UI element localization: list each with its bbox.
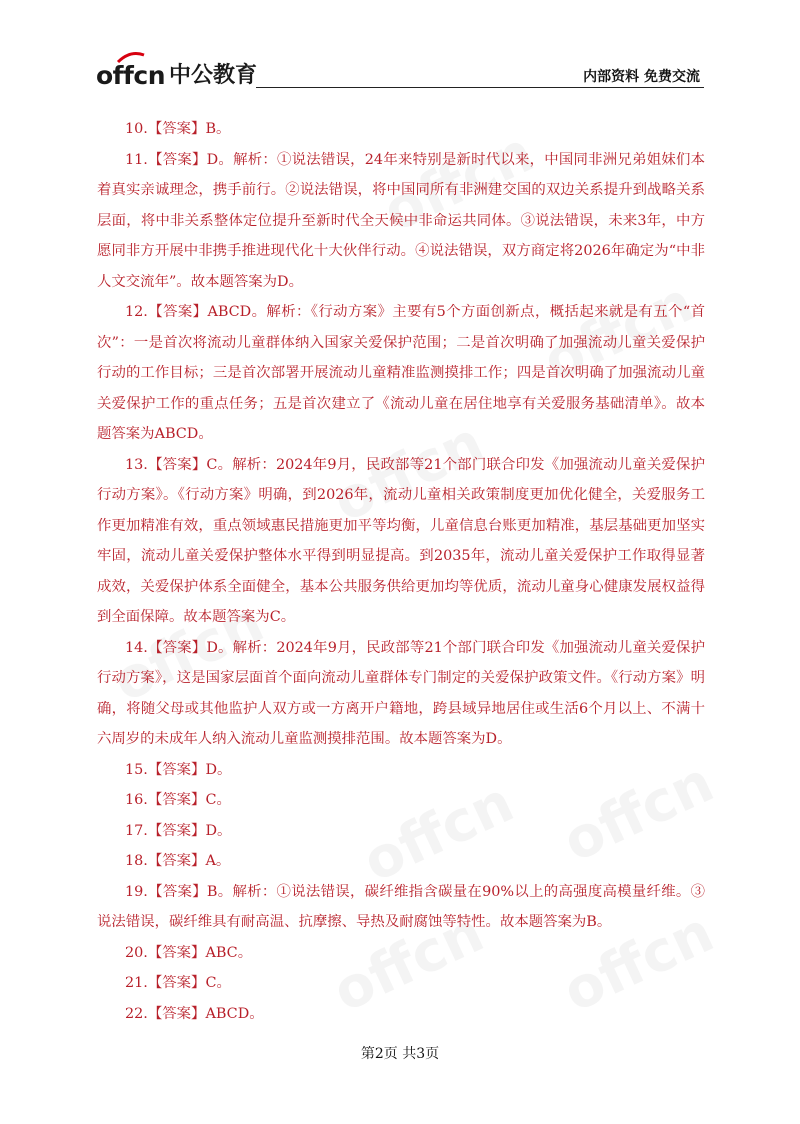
answer-item: 17.【答案】D。 — [125, 822, 232, 839]
answer-item: 15.【答案】D。 — [125, 761, 232, 778]
logo-chinese-text: 中公教育 — [169, 63, 258, 88]
logo-latin-text: offcn — [96, 61, 166, 90]
answer-list — [97, 114, 705, 1029]
answer-item: 12.【答案】ABCD。解析：《行动方案》主要有5个方面创新点，概括起来就是有五个“首次”：一是首次将流动儿童群体纳入国家关爱保护范围；二是首次明确了加强流动儿童关爱保护行动的工作目标；三是首次部署开展流动儿童精准监测摸排工作；四是首次明确了加强流动儿童关爱保护工作的重点任务；五是首次建立了《流动儿童在居住地享有关爱服务基础清单》。故本题答案为ABCD。 — [97, 304, 705, 442]
answer-item: 18.【答案】A。 — [125, 853, 231, 869]
header-divider — [256, 87, 704, 88]
page-footer: 第2页 共3页 — [360, 1046, 440, 1062]
brand-logo — [96, 58, 257, 90]
answer-item: 14.【答案】D。解析：2024年9月，民政部等21个部门联合印发《加强流动儿童关爱保护行动方案》，这是国家层面首个面向流动儿童群体专门制定的关爱保护政策文件。《行动方案》明确，将随父母或其他监护人双方或一方离开户籍地，跨县域异地居住或生活6个月以上、不满十六周岁的未成年人纳入流动儿童监测摸排范围。故本题答案为D。 — [97, 639, 705, 747]
answer-item: 10.【答案】B。 — [125, 121, 231, 137]
answer-item: 20.【答案】ABC。 — [125, 944, 253, 961]
answer-item: 22.【答案】ABCD。 — [125, 1005, 264, 1022]
page-header — [96, 58, 704, 90]
answer-item: 19.【答案】B。解析：①说法错误，碳纤维指含碳量在90%以上的高强度高模量纤维。③说法错误，碳纤维具有耐高温、抗摩擦、导热及耐腐蚀等特性。故本题答案为B。 — [97, 883, 705, 930]
answer-item: 21.【答案】C。 — [125, 975, 231, 991]
header-tag: 内部资料 免费交流 — [583, 69, 700, 85]
answer-item: 11.【答案】D。解析：①说法错误，24年来特别是新时代以来，中国同非洲兄弟姐妹们本着真实亲诚理念，携手前行。②说法错误，将中国同所有非洲建交国的双边关系提升到战略关系层面，将中非关系整体定位提升至新时代全天候中非命运共同体。③说法错误，未来3年，中方愿同非方开展中非携手推进现代化十大伙伴行动。④说法错误，双方商定将2026年确定为“中非人文交流年”。故本题答案为D。 — [97, 151, 705, 290]
logo-swoosh-icon — [116, 52, 146, 64]
answer-item: 13.【答案】C。解析：2024年9月，民政部等21个部门联合印发《加强流动儿童关爱保护行动方案》。《行动方案》明确，到2026年，流动儿童相关政策制度更加优化健全，关爱服务工作更加精准有效，重点领域惠民措施更加平等均衡，儿童信息台账更加精准，基层基础更加坚实牢固，流动儿童关爱保护整体水平得到明显提高。到2035年，流动儿童关爱保护工作取得显著成效，关爱保护体系全面健全，基本公共服务供给更加均等优质，流动儿童身心健康发展权益得到全面保障。故本题答案为C。 — [97, 456, 705, 625]
answer-item: 16.【答案】C。 — [125, 792, 231, 808]
